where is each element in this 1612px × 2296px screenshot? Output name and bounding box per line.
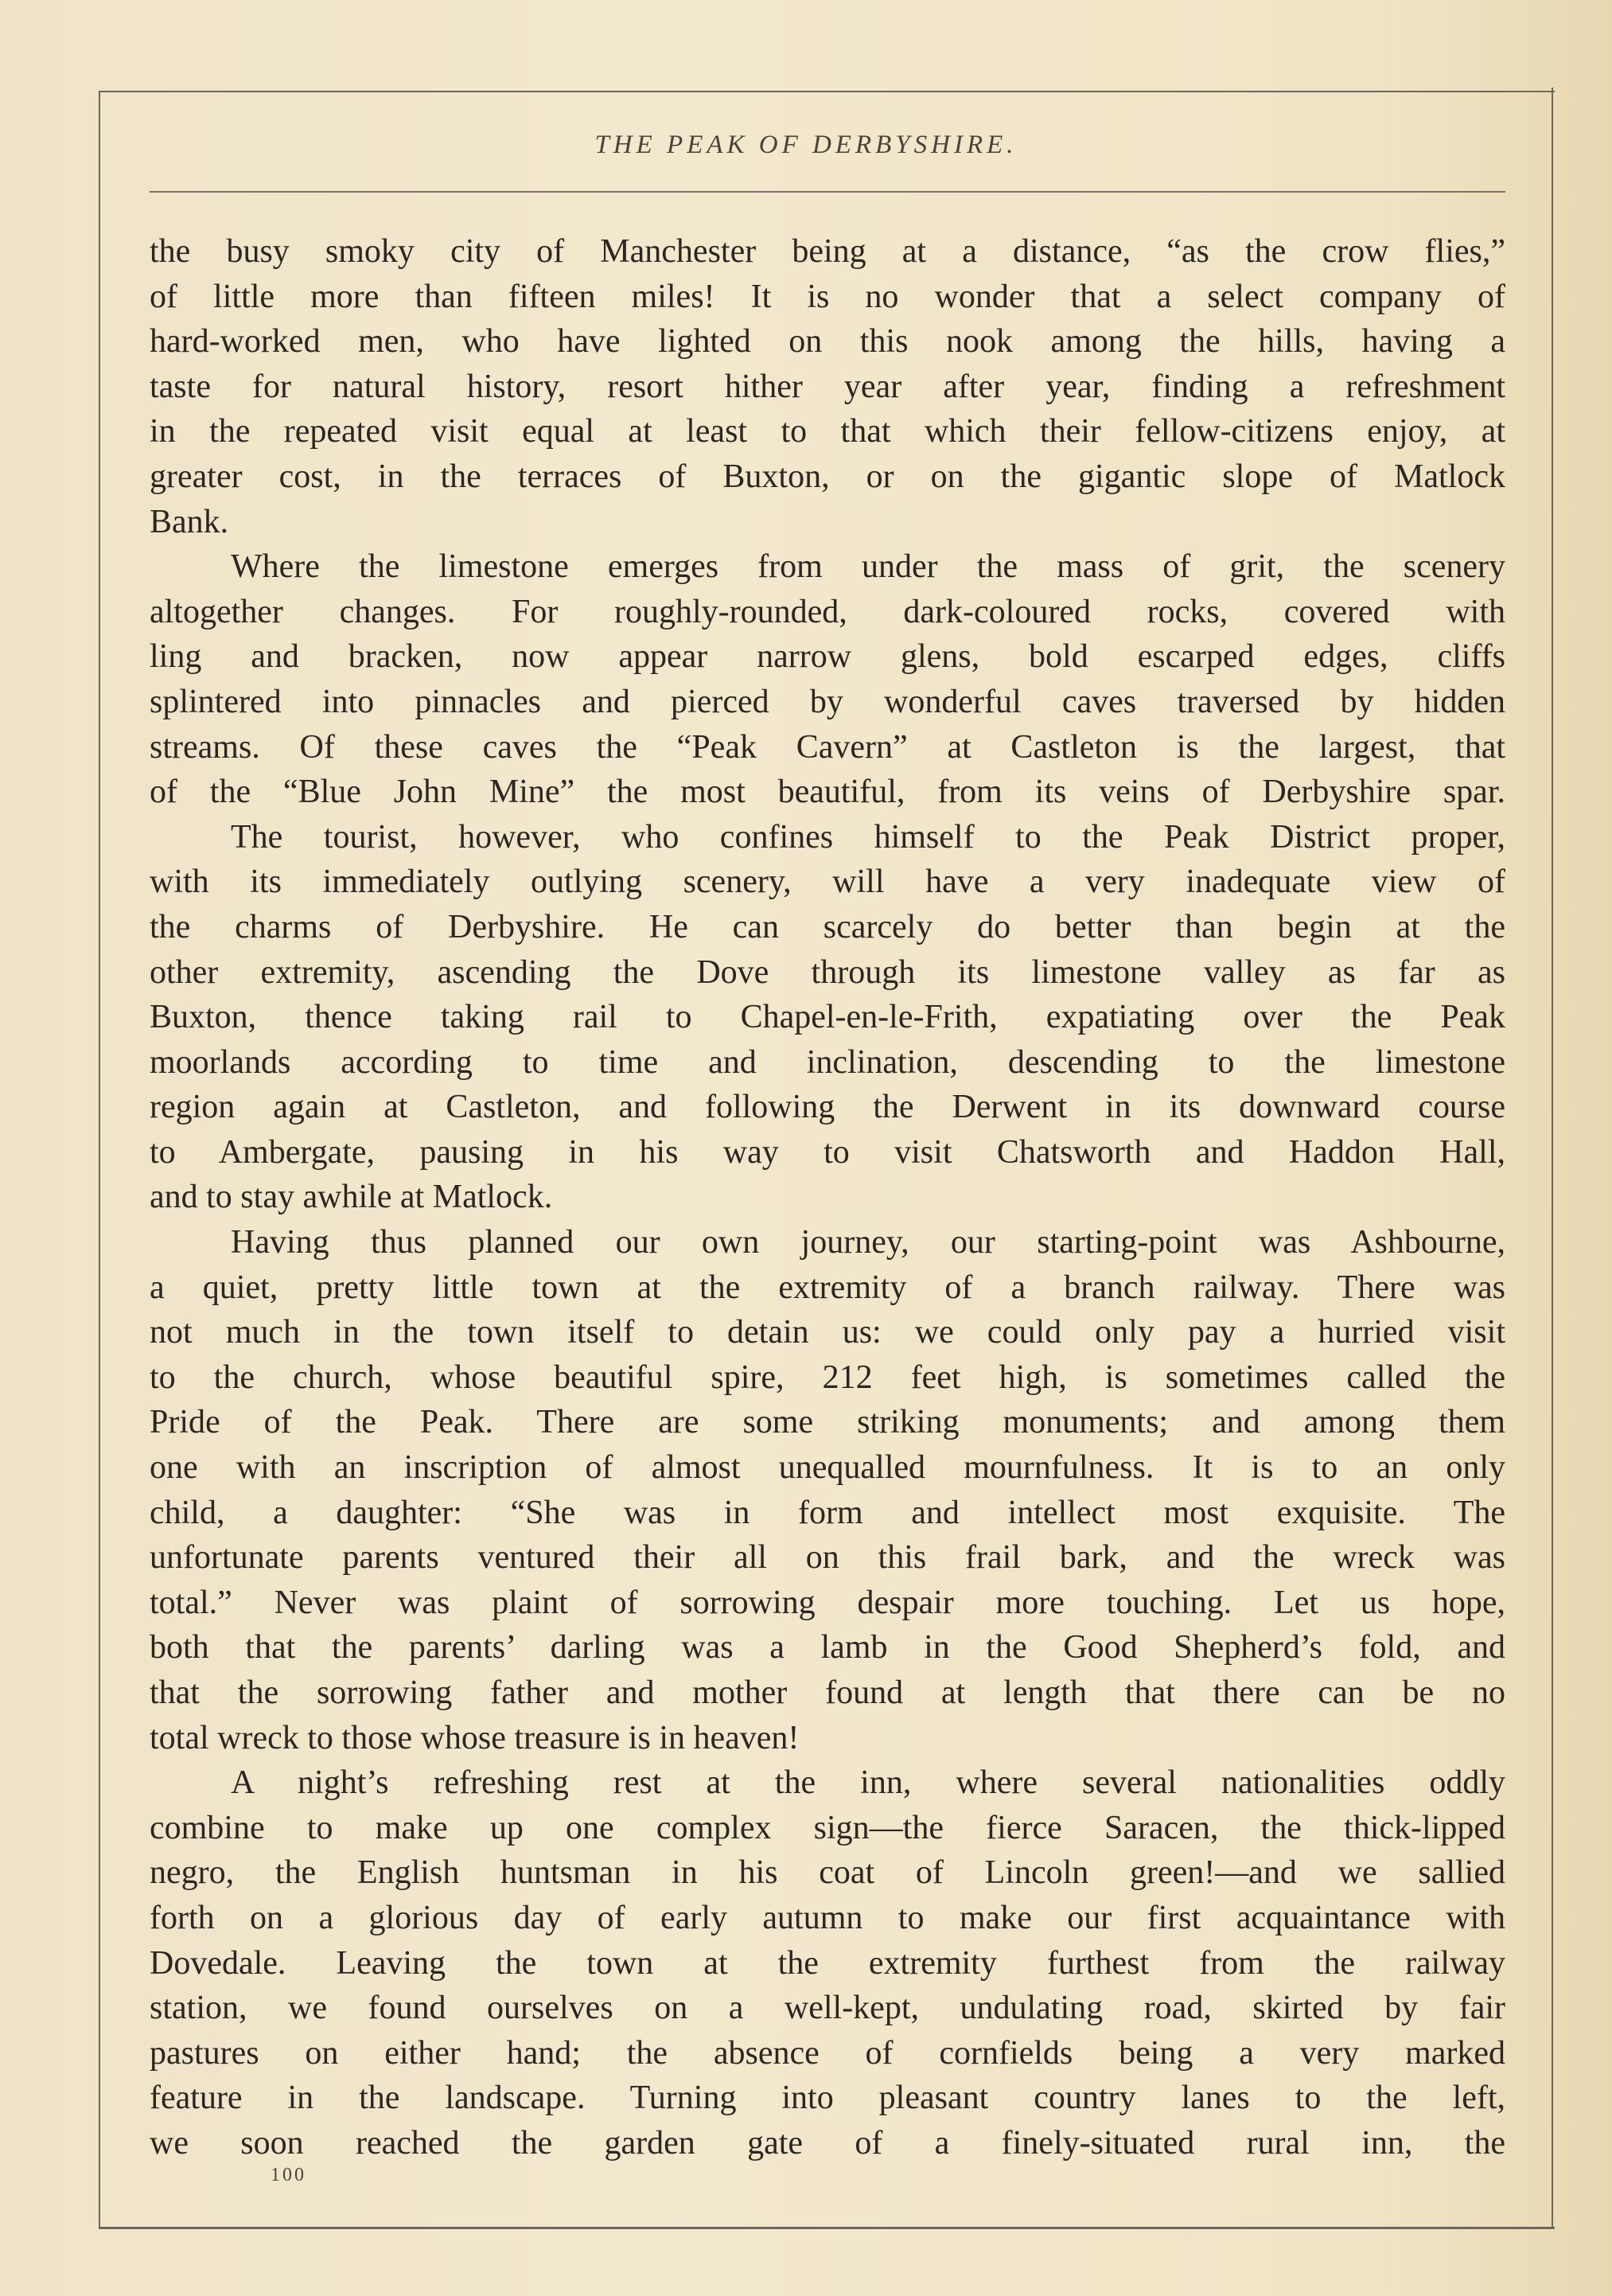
text-line: a quiet, pretty little town at the extremity of a branch railway. There was [150, 1269, 1505, 1306]
header-rule [150, 191, 1505, 193]
text-line: negro, the English huntsman in his coat of Lincoln green!—and we sallied [150, 1854, 1505, 1892]
page-frame-bottom-rule [99, 2227, 1555, 2229]
text-line: hard-worked men, who have lighted on this nook among the hills, having a [150, 323, 1505, 361]
text-line: not much in the town itself to detain us: we could only pay a hurried visit [150, 1314, 1505, 1351]
text-line: streams. Of these caves the “Peak Cavern” at Castleton is the largest, that [150, 728, 1505, 766]
text-line: moorlands according to time and inclination, descending to the limestone [150, 1043, 1505, 1081]
text-line: the busy smoky city of Manchester being at a distance, “as the crow flies,” [150, 233, 1505, 270]
text-line: that the sorrowing father and mother found at length that there can be no [150, 1674, 1505, 1711]
text-line: splintered into pinnacles and pierced by wonderful caves traversed by hidden [150, 683, 1505, 720]
text-line: Dovedale. Leaving the town at the extremity furthest from the railway [150, 1944, 1505, 1982]
text-line: in the repeated visit equal at least to that which their fellow-citizens enjoy, at [150, 413, 1505, 450]
text-line: Buxton, thence taking rail to Chapel-en-le-Frith, expatiating over the Peak [150, 999, 1505, 1036]
text-line: altogether changes. For roughly-rounded, dark-coloured rocks, covered with [150, 593, 1505, 630]
text-line: and to stay awhile at Matlock. [150, 1179, 553, 1216]
page-number: 100 [271, 2165, 306, 2185]
text-line: child, a daughter: “She was in form and intellect most exquisite. The [150, 1494, 1505, 1531]
paragraph-first-line: Having thus planned our own journey, our starting-point was Ashbourne, [231, 1224, 1505, 1261]
text-line: of little more than fifteen miles! It is no wonder that a select company of [150, 278, 1505, 315]
text-line: both that the parents’ darling was a lamb in the Good Shepherd’s fold, and [150, 1629, 1505, 1666]
text-line: ling and bracken, now appear narrow glens, bold escarped edges, cliffs [150, 638, 1505, 676]
text-line: the charms of Derbyshire. He can scarcely do better than begin at the [150, 908, 1505, 945]
text-line: other extremity, ascending the Dove through its limestone valley as far as [150, 953, 1505, 991]
text-line: unfortunate parents ventured their all on this frail bark, and the wreck was [150, 1539, 1505, 1577]
text-line: Pride of the Peak. There are some striking monuments; and among them [150, 1404, 1505, 1441]
text-line: region again at Castleton, and following the Derwent in its downward course [150, 1089, 1505, 1126]
text-line: taste for natural history, resort hither year after year, finding a refreshment [150, 368, 1505, 405]
text-line: total wreck to those whose treasure is in heaven! [150, 1719, 800, 1756]
text-line: total.” Never was plaint of sorrowing despair more touching. Let us hope, [150, 1584, 1505, 1621]
text-line: pastures on either hand; the absence of cornfields being a very marked [150, 2034, 1505, 2072]
text-line: greater cost, in the terraces of Buxton, or on the gigantic slope of Matlock [150, 458, 1505, 495]
text-line: Bank. [150, 503, 229, 540]
paragraph-first-line: A night’s refreshing rest at the inn, where several nationalities oddly [231, 1764, 1505, 1802]
text-line: one with an inscription of almost unequalled mournfulness. It is to an only [150, 1449, 1505, 1487]
paragraph-first-line: Where the limestone emerges from under the mass of grit, the scenery [231, 548, 1505, 586]
text-line: forth on a glorious day of early autumn to make our first acquaintance with [150, 1899, 1505, 1936]
text-line: we soon reached the garden gate of a finely-situated rural inn, the [150, 2124, 1505, 2162]
page-frame-right-rule [1552, 88, 1553, 2228]
text-line: station, we found ourselves on a well-kept, undulating road, skirted by fair [150, 1990, 1505, 2027]
paragraph-first-line: The tourist, however, who confines himself to the Peak District proper, [231, 818, 1505, 856]
text-line: to the church, whose beautiful spire, 212 feet high, is sometimes called the [150, 1358, 1505, 1396]
text-line: feature in the landscape. Turning into pleasant country lanes to the left, [150, 2080, 1505, 2117]
text-line: of the “Blue John Mine” the most beautiful, from its veins of Derbyshire spar. [150, 774, 1505, 811]
text-line: to Ambergate, pausing in his way to visit Chatsworth and Haddon Hall, [150, 1133, 1505, 1171]
text-line: with its immediately outlying scenery, will have a very inadequate view of [150, 863, 1505, 901]
body-text [150, 229, 1505, 2166]
running-head: THE PEAK OF DERBYSHIRE. [594, 131, 1018, 159]
text-line: combine to make up one complex sign—the fierce Saracen, the thick-lipped [150, 1809, 1505, 1846]
